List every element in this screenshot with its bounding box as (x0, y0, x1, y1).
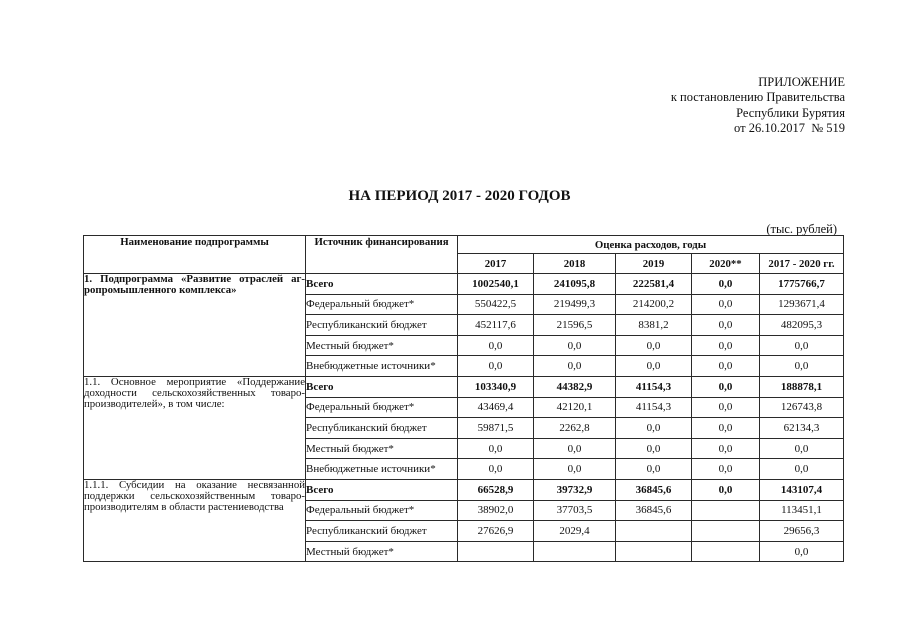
program-name-line: 1.1.1. Субсидии на оказание несвязанной (84, 478, 305, 491)
value-cell: 0,0 (458, 438, 534, 459)
value-cell: 452117,6 (458, 315, 534, 336)
value-cell (458, 541, 534, 562)
value-cell: 44382,9 (534, 376, 616, 397)
appendix-title: ПРИЛОЖЕНИЕ (758, 75, 845, 89)
value-cell (534, 541, 616, 562)
value-cell: 0,0 (534, 459, 616, 480)
value-cell: 36845,6 (616, 479, 692, 500)
appendix-line: к постановлению Правительства (670, 90, 845, 105)
appendix-header (671, 75, 845, 136)
value-cell: 39732,9 (534, 479, 616, 500)
year-header: 2017 - 2020 гг. (760, 254, 844, 274)
program-name-line: ропромышленного комплекса» (84, 284, 237, 296)
column-header-source: Источник финансирования (306, 236, 458, 274)
program-name-line: производителям в области растениеводства (84, 500, 284, 513)
budget-table (83, 235, 844, 562)
program-name-line: производителей», в том числе: (84, 397, 225, 410)
value-cell: 2262,8 (534, 418, 616, 439)
funding-source-cell: Внебюджетные источники* (306, 356, 458, 377)
program-name-cell (84, 376, 306, 479)
value-cell: 0,0 (692, 315, 760, 336)
program-name-cell (84, 274, 306, 377)
value-cell: 241095,8 (534, 274, 616, 295)
value-cell: 126743,8 (760, 397, 844, 418)
value-cell: 0,0 (458, 459, 534, 480)
value-cell: 0,0 (616, 459, 692, 480)
program-name-line: поддержки сельскохозяйственным товаро- (84, 489, 305, 502)
value-cell: 550422,5 (458, 294, 534, 315)
value-cell: 8381,2 (616, 315, 692, 336)
funding-source-cell: Федеральный бюджет* (306, 500, 458, 521)
value-cell (616, 521, 692, 542)
funding-source-cell: Местный бюджет* (306, 541, 458, 562)
value-cell: 0,0 (692, 418, 760, 439)
funding-source-cell: Местный бюджет* (306, 335, 458, 356)
column-header-name: Наименование подпрограммы (84, 236, 306, 274)
funding-source-cell: Внебюджетные источники* (306, 459, 458, 480)
value-cell: 0,0 (692, 459, 760, 480)
value-cell: 214200,2 (616, 294, 692, 315)
value-cell (692, 521, 760, 542)
year-header: 2019 (616, 254, 692, 274)
funding-source-cell: Федеральный бюджет* (306, 294, 458, 315)
year-header: 2017 (458, 254, 534, 274)
value-cell: 66528,9 (458, 479, 534, 500)
value-cell: 29656,3 (760, 521, 844, 542)
value-cell: 21596,5 (534, 315, 616, 336)
value-cell: 0,0 (760, 356, 844, 377)
year-header: 2018 (534, 254, 616, 274)
value-cell: 113451,1 (760, 500, 844, 521)
appendix-line: Республики Бурятия (736, 105, 845, 120)
value-cell: 0,0 (616, 335, 692, 356)
funding-source-cell: Местный бюджет* (306, 438, 458, 459)
value-cell: 0,0 (692, 397, 760, 418)
column-header-estimate: Оценка расходов, годы (458, 236, 844, 254)
value-cell: 0,0 (616, 438, 692, 459)
funding-source-cell: Всего (306, 376, 458, 397)
value-cell: 0,0 (534, 356, 616, 377)
value-cell: 0,0 (760, 335, 844, 356)
value-cell: 2029,4 (534, 521, 616, 542)
program-name-line: 1. Подпрограмма «Развитие отраслей аг- (84, 273, 305, 285)
value-cell: 219499,3 (534, 294, 616, 315)
value-cell: 0,0 (534, 335, 616, 356)
value-cell: 1775766,7 (760, 274, 844, 295)
value-cell: 41154,3 (616, 397, 692, 418)
value-cell: 0,0 (458, 335, 534, 356)
appendix-line: от 26.10.2017 № 519 (734, 120, 845, 135)
value-cell: 38902,0 (458, 500, 534, 521)
program-name-line: 1.1. Основное мероприятие «Поддержание (84, 375, 305, 388)
value-cell: 188878,1 (760, 376, 844, 397)
value-cell: 0,0 (458, 356, 534, 377)
value-cell: 0,0 (692, 479, 760, 500)
value-cell: 0,0 (692, 335, 760, 356)
value-cell: 0,0 (692, 438, 760, 459)
value-cell: 0,0 (760, 459, 844, 480)
value-cell: 0,0 (616, 356, 692, 377)
funding-source-cell: Всего (306, 274, 458, 295)
value-cell: 0,0 (760, 438, 844, 459)
value-cell: 1002540,1 (458, 274, 534, 295)
funding-source-cell: Республиканский бюджет (306, 418, 458, 439)
value-cell: 27626,9 (458, 521, 534, 542)
table-row (84, 376, 844, 397)
value-cell: 36845,6 (616, 500, 692, 521)
value-cell: 0,0 (692, 274, 760, 295)
funding-source-cell: Республиканский бюджет (306, 315, 458, 336)
value-cell: 0,0 (760, 541, 844, 562)
value-cell: 59871,5 (458, 418, 534, 439)
program-name-cell (84, 479, 306, 561)
value-cell: 43469,4 (458, 397, 534, 418)
value-cell: 37703,5 (534, 500, 616, 521)
value-cell (692, 541, 760, 562)
value-cell: 0,0 (616, 418, 692, 439)
units-note: (тыс. рублей) (766, 222, 837, 236)
value-cell (692, 500, 760, 521)
value-cell: 0,0 (692, 376, 760, 397)
funding-source-cell: Республиканский бюджет (306, 521, 458, 542)
value-cell: 41154,3 (616, 376, 692, 397)
year-header: 2020** (692, 254, 760, 274)
funding-source-cell: Федеральный бюджет* (306, 397, 458, 418)
value-cell: 42120,1 (534, 397, 616, 418)
value-cell: 0,0 (692, 356, 760, 377)
document-title: НА ПЕРИОД 2017 - 2020 ГОДОВ (348, 188, 571, 204)
value-cell: 62134,3 (760, 418, 844, 439)
table-row (84, 479, 844, 500)
value-cell: 103340,9 (458, 376, 534, 397)
value-cell: 482095,3 (760, 315, 844, 336)
value-cell (616, 541, 692, 562)
value-cell: 1293671,4 (760, 294, 844, 315)
value-cell: 222581,4 (616, 274, 692, 295)
table-row (84, 274, 844, 295)
value-cell: 143107,4 (760, 479, 844, 500)
program-name-line: доходности сельскохозяйственных товаро- (84, 386, 305, 399)
funding-source-cell: Всего (306, 479, 458, 500)
table-header-row (84, 236, 844, 254)
value-cell: 0,0 (692, 294, 760, 315)
value-cell: 0,0 (534, 438, 616, 459)
